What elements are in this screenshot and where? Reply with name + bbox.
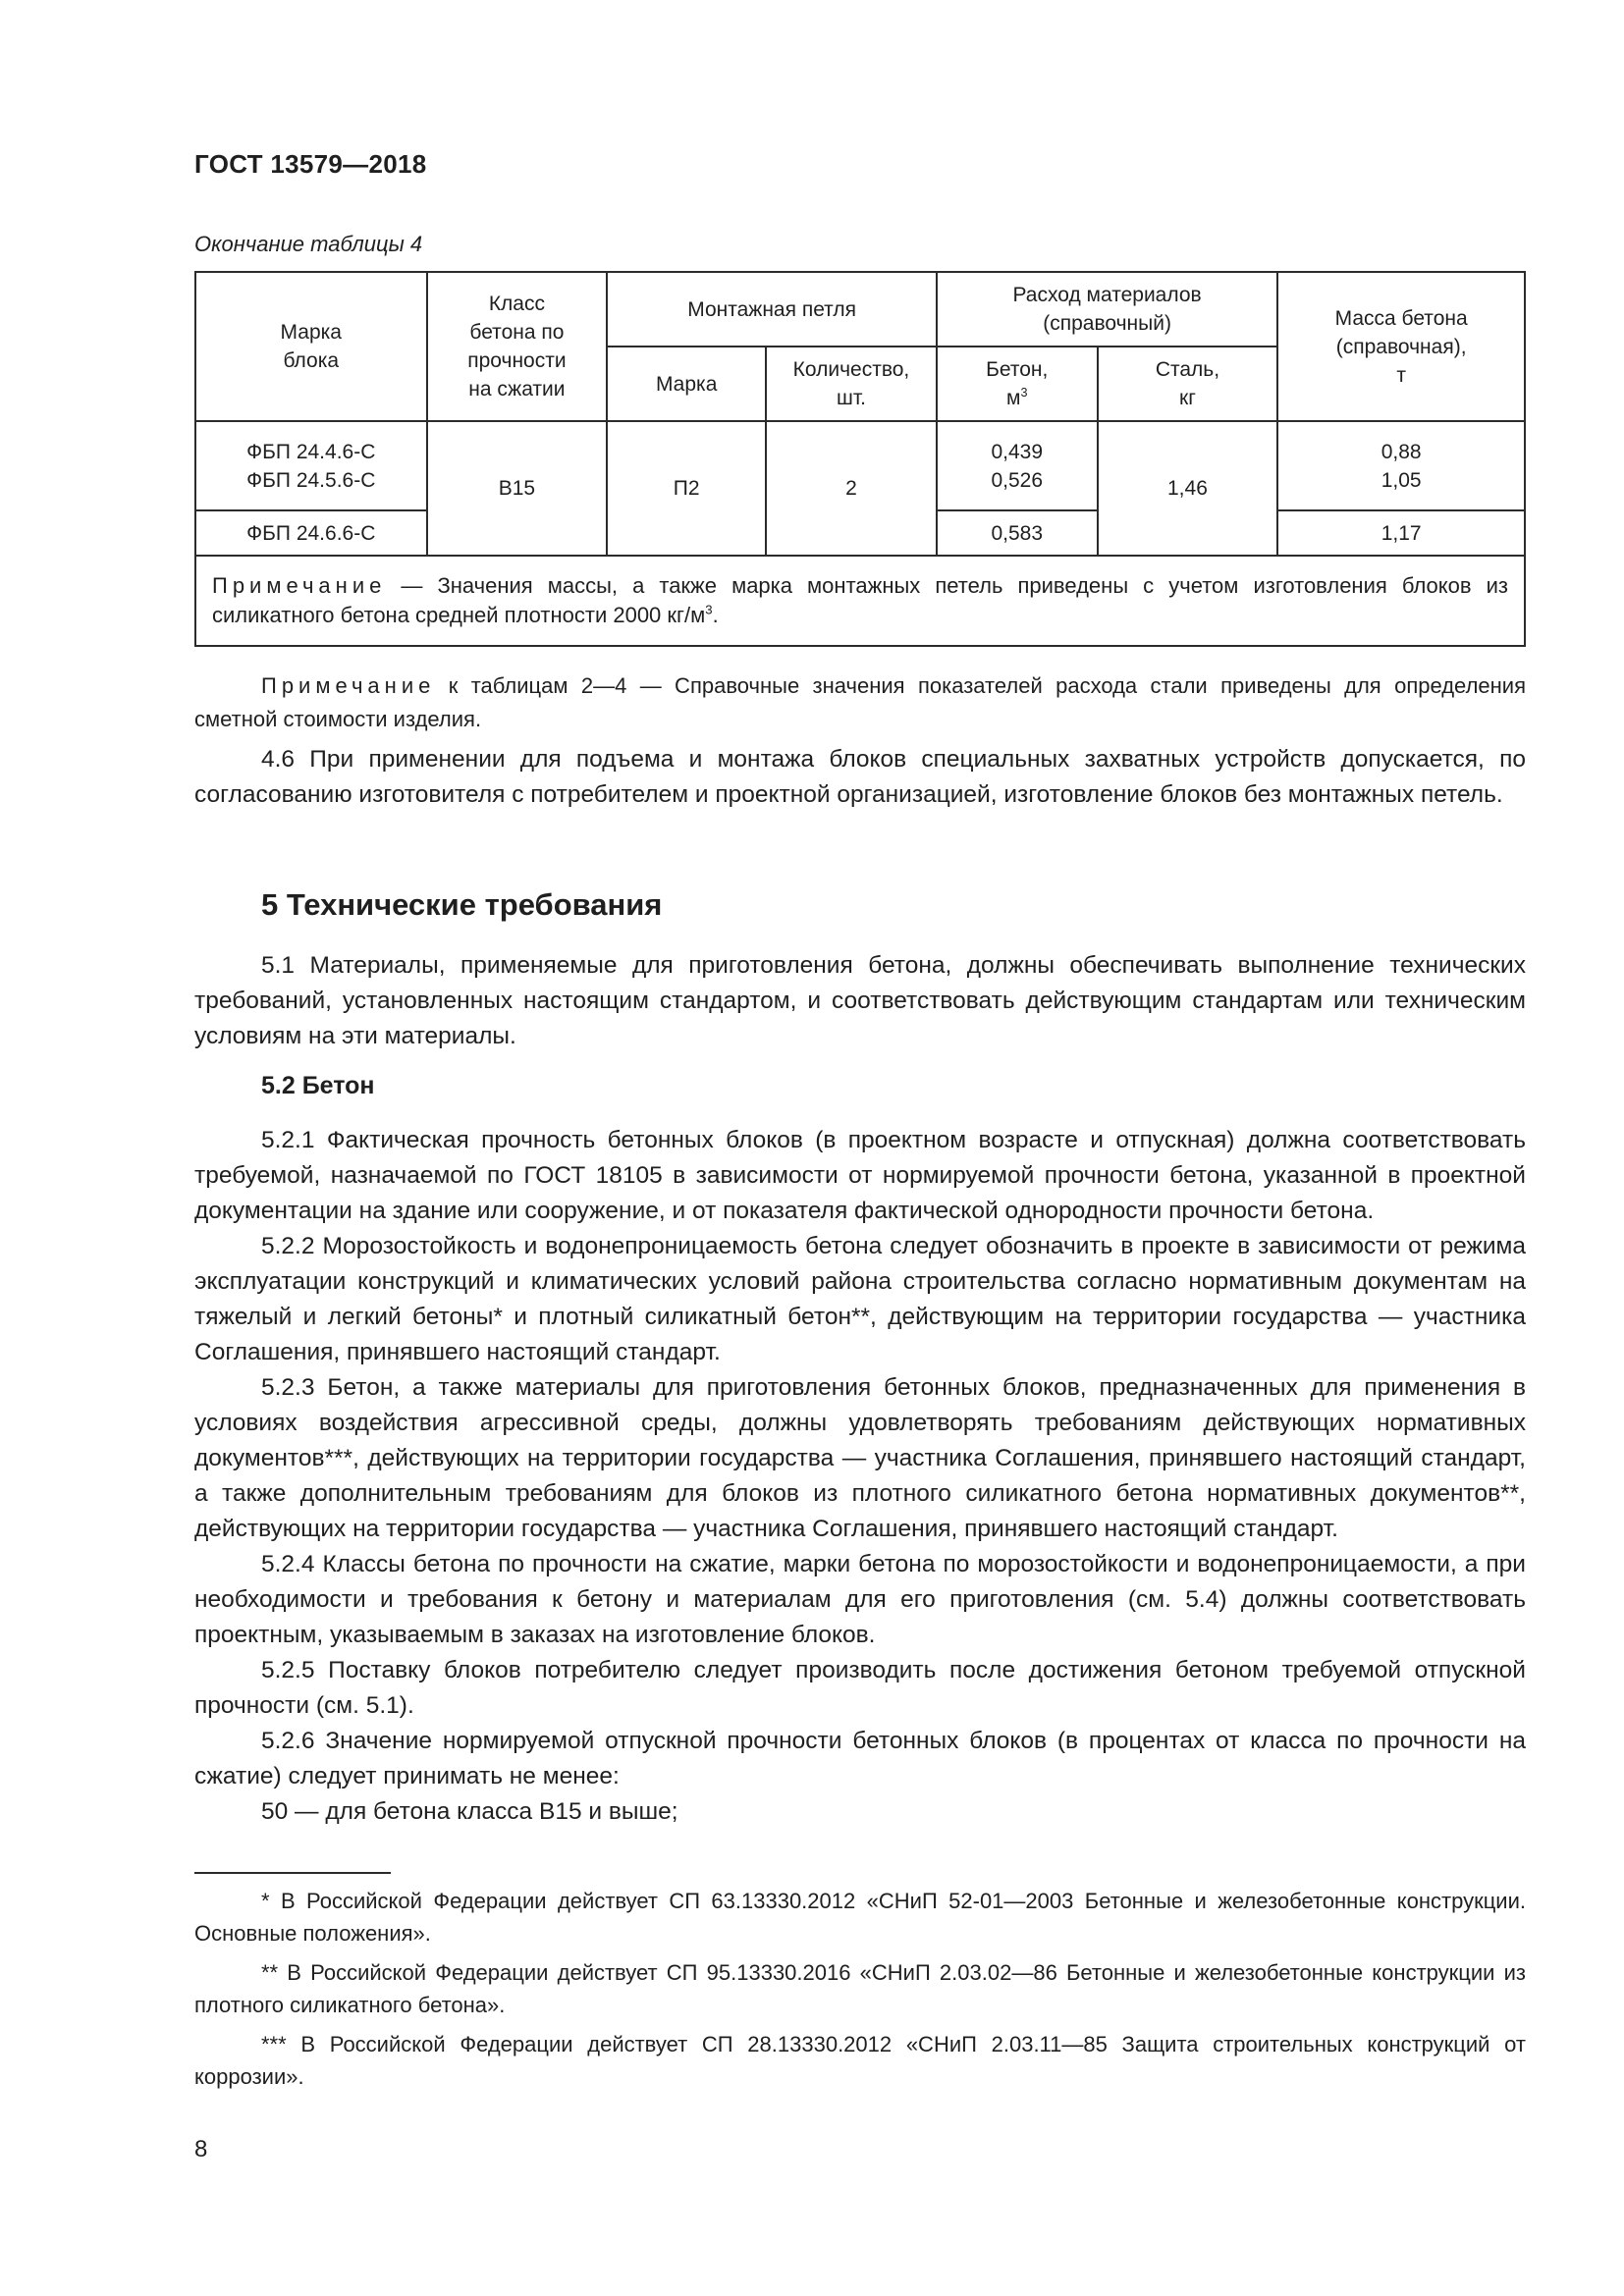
paragraph-5-2-3: 5.2.3 Бетон, а также материалы для приготовления бетонных блоков, предназначенных для применения в условиях воздействия агрессивной среды, должны удовлетворять требованиям действующих нормативных документов***, действующих на территории государства — участника Соглашения, принявшего настоящий стандарт, а также дополнительным требованиям для блоков из плотного силикатного бетона нормативных документов**, действующих на территории государства — участника Соглашения, принявшего настоящий стандарт. bbox=[194, 1374, 1526, 1542]
header-loop-qty: Количество, шт. bbox=[766, 347, 937, 421]
cell-block-marks: ФБП 24.4.6-С ФБП 24.5.6-С bbox=[195, 421, 427, 510]
footnote-3: *** В Российской Федерации действует СП 28.13330.2012 «СНиП 2.03.11—85 Защита строительных конструкций от коррозии». bbox=[194, 2032, 1526, 2089]
paragraph-5-2-2: 5.2.2 Морозостойкость и водонепроницаемость бетона следует обозначить в проекте в зависимости от режима эксплуатации конструкций и климатических условий района строительства согласно нормативным документам на тяжелый и легкий бетоны* и плотный силикатный бетон**, действующим на территории государства — участника Соглашения, принявшего настоящий стандарт. bbox=[194, 1233, 1526, 1365]
header-material-consumption: Расход материалов (справочный) bbox=[937, 272, 1277, 347]
footnote-1: * В Российской Федерации действует СП 63.13330.2012 «СНиП 52-01—2003 Бетонные и железобетонные конструкции. Основные положения». bbox=[194, 1889, 1526, 1946]
cell-mass: 0,88 1,05 bbox=[1277, 421, 1525, 510]
header-concrete-mass: Масса бетона (справочная), т bbox=[1277, 272, 1525, 421]
note-to-tables: Примечание к таблицам 2—4 — Справочные значения показателей расхода стали приведены для определения сметной стоимости изделия. bbox=[194, 673, 1526, 731]
cell-concrete-volume: 0,583 bbox=[937, 510, 1098, 556]
paragraph-5-1: 5.1 Материалы, применяемые для приготовления бетона, должны обеспечивать выполнение технических требований, установленных настоящим стандартом, и соответствовать действующим стандартам или техническим условиям на эти материалы. bbox=[194, 952, 1526, 1049]
paragraph-4-6-block bbox=[194, 742, 1526, 813]
cell-concrete-volume: 0,439 0,526 bbox=[937, 421, 1098, 510]
paragraph-5-1-block bbox=[194, 948, 1526, 1054]
paragraph-5-2-4: 5.2.4 Классы бетона по прочности на сжатие, марки бетона по морозостойкости и водонепроницаемости, а при необходимости и требования к бетону и материалам для его приготовления (см. 5.4) должны соответствовать проектным, указываемым в заказах на изготовление блоков. bbox=[194, 1551, 1526, 1648]
table-row bbox=[195, 421, 1525, 510]
cell-concrete-class: В15 bbox=[427, 421, 608, 556]
footnote-2: ** В Российской Федерации действует СП 95.13330.2016 «СНиП 2.03.02—86 Бетонные и железобетонные конструкции из плотного силикатного бетона». bbox=[194, 1960, 1526, 2017]
cell-steel: 1,46 bbox=[1098, 421, 1278, 556]
cell-loop-qty: 2 bbox=[766, 421, 937, 556]
paragraph-class-b15: 50 — для бетона класса В15 и выше; bbox=[261, 1798, 678, 1825]
table-4 bbox=[194, 271, 1526, 647]
table-note-row bbox=[195, 556, 1525, 646]
section-5-2-body bbox=[194, 1123, 1526, 1830]
header-block-mark: Марка блока bbox=[195, 272, 427, 421]
footnotes bbox=[194, 1885, 1526, 2100]
cell-loop-mark: П2 bbox=[607, 421, 766, 556]
paragraph-5-2-6: 5.2.6 Значение нормируемой отпускной прочности бетонных блоков (в процентах от класса по прочности на сжатие) следует принимать не менее: bbox=[194, 1728, 1526, 1789]
section-title: 5 Технические требования bbox=[261, 887, 663, 922]
paragraph-5-2-1: 5.2.1 Фактическая прочность бетонных блоков (в проектном возрасте и отпускная) должна соответствовать требуемой, назначаемой по ГОСТ 18105 в зависимости от нормируемой прочности бетона, указанной в проектной документации на здание или сооружение, и от показателя фактической однородности прочности бетона. bbox=[194, 1127, 1526, 1224]
header-mounting-loop: Монтажная петля bbox=[607, 272, 937, 347]
header-concrete-volume: Бетон, $м^3$ bbox=[937, 347, 1098, 421]
paragraph-5-2-5: 5.2.5 Поставку блоков потребителю следует производить после достижения бетоном требуемой отпускной прочности (см. 5.1). bbox=[194, 1657, 1526, 1719]
footnote-divider bbox=[194, 1872, 391, 1874]
paragraph-4-6: 4.6 При применении для подъема и монтажа блоков специальных захватных устройств допускается, по согласованию изготовителя с потребителем и проектной организацией, изготовление блоков без монтажных петель. bbox=[194, 746, 1526, 808]
header-concrete-class: Класс бетона по прочности на сжатии bbox=[427, 272, 608, 421]
header-steel: Сталь, кг bbox=[1098, 347, 1278, 421]
table-note: Примечание — Значения массы, а также марка монтажных петель приведены с учетом изготовления блоков из силикатного бетона средней плотности 2000 $кг/м^3$. bbox=[195, 556, 1525, 646]
header-loop-mark: Марка bbox=[607, 347, 766, 421]
cell-block-mark: ФБП 24.6.6-С bbox=[195, 510, 427, 556]
table-caption: Окончание таблицы 4 bbox=[194, 232, 423, 256]
page-number: 8 bbox=[194, 2136, 208, 2163]
document-header: ГОСТ 13579—2018 bbox=[194, 149, 427, 179]
subsection-title: 5.2 Бетон bbox=[261, 1072, 375, 1099]
cell-mass: 1,17 bbox=[1277, 510, 1525, 556]
